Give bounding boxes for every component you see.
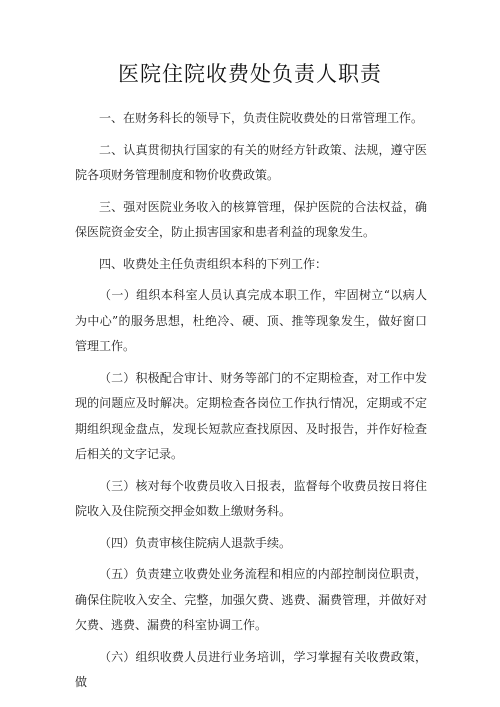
paragraph-4-6: （六）组织收费人员进行业务培训，学习掌握有关收费政策，做 (75, 649, 427, 689)
paragraph-4-4: （四）负责审核住院病人退款手续。 (99, 535, 292, 550)
document-title: 医院住院收费处负责人职责 (118, 62, 382, 86)
paragraph-3: 三、强对医院业务收入的核算管理，保护医院的合法权益，确保医院资金安全，防止损害国家和患者利益的现象发生。 (75, 199, 427, 239)
paragraph-4-5: （五）负责建立收费处业务流程和相应的内部控制岗位职责，确保住院收入安全、完整，加强欠费、逃费、漏费管理，并做好对欠费、逃费、漏费的科室协调工作。 (75, 567, 427, 632)
paragraph-1: 一、在财务科长的领导下，负责住院收费处的日常管理工作。 (99, 111, 424, 125)
paragraph-4-1: （一）组织本科室人员认真完成本职工作，牢固树立“以病人为中心”的服务思想，杜绝冷、硬、顶、推等现象发生，做好窗口管理工作。 (75, 288, 427, 353)
document-body (75, 106, 427, 702)
paragraph-4-2: （二）积极配合审计、财务等部门的不定期检查，对工作中发现的问题应及时解决。定期检查各岗位工作执行情况，定期或不定期组织现金盘点，发现长短款应查找原因、及时报告，并作好检查后相关的文字记录。 (75, 370, 427, 461)
paragraph-4: 四、收费处主任负责组织本科的下列工作： (99, 256, 328, 271)
paragraph-4-3: （三）核对每个收费员收入日报表，监督每个收费员按日将住院收入及住院预交押金如数上缴财务科。 (75, 478, 427, 518)
paragraph-2: 二、认真贯彻执行国家的有关的财经方针政策、法规，遵守医院各项财务管理制度和物价收费政策。 (75, 142, 427, 182)
